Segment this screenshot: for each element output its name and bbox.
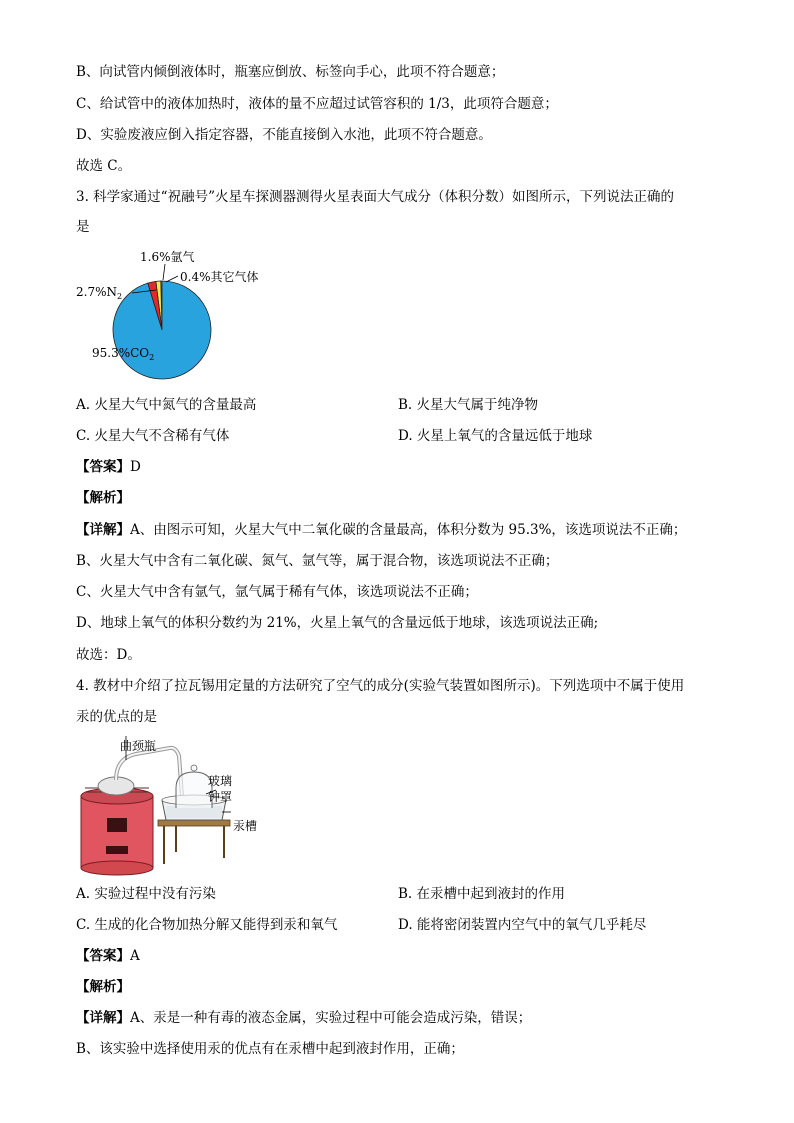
q4-answer-value: A [130, 948, 140, 964]
leader-other [166, 276, 178, 282]
q3-detail-tag: 【详解】 [76, 522, 130, 538]
q2-line-b: B、向试管内倾倒液体时，瓶塞应倒放、标签向手心，此项不符合题意； [76, 64, 505, 80]
q4-stem-line2: 汞的优点的是 [76, 709, 157, 725]
q4-analysis-tag: 【解析】 [76, 979, 130, 995]
q4-detail-line-a [76, 1008, 531, 1028]
q2-line-c: C、给试管中的液体加热时，液体的量不应超过试管容积的 1/3，此项符合题意； [76, 96, 558, 112]
label-other: 0.4%其它气体 [180, 270, 259, 284]
q4-answer [76, 946, 140, 966]
label-argon: 1.6%氩气 [140, 250, 195, 264]
q3-detail-line-d: D、地球上氧气的体积分数约为 21%，火星上氧气的含量远低于地球，该选项说法正确; [76, 615, 599, 631]
q4-option-c: C. 生成的化合物加热分解又能得到汞和氧气 [76, 917, 338, 933]
q4-detail-line-b: B、该实验中选择使用汞的优点有在汞槽中起到液封作用，正确； [76, 1041, 464, 1057]
q4-detail-text: A、汞是一种有毒的液态金属，实验过程中可能会造成污染，错误； [130, 1010, 532, 1026]
q3-detail-line-a [76, 520, 686, 540]
bench-top [158, 820, 230, 826]
q3-detail-text: A、由图示可知，火星大气中二氧化碳的含量最高，体积分数为 95.3%，该选项说法不正确； [130, 522, 687, 538]
glass-bell-jar [176, 772, 212, 808]
q4-detail-tag: 【详解】 [76, 1010, 130, 1026]
q4-stem-line1: 4. 教材中介绍了拉瓦锡用定量的方法研究了空气的成分(实验气装置如图所示)。下列选项中不属于使用 [76, 678, 685, 694]
leader-argon [163, 264, 165, 280]
q3-answer-value: D [130, 459, 141, 475]
q4-option-b: B. 在汞槽中起到液封的作用 [398, 886, 566, 902]
label-trough: 汞槽 [233, 819, 258, 833]
q4-option-a: A. 实验过程中没有污染 [76, 886, 216, 902]
lavoisier-apparatus-figure [76, 736, 276, 876]
q3-analysis-tag: 【解析】 [76, 490, 130, 506]
pie-slice-CO2 [113, 281, 211, 379]
q3-detail-line-c: C、火星大气中含有氩气，氩气属于稀有气体，该选项说法不正确； [76, 584, 478, 600]
q3-option-d: D. 火星上氧气的含量远低于地球 [398, 428, 593, 444]
label-bell-1: 玻璃 [208, 774, 233, 788]
q4-answer-tag: 【答案】 [76, 948, 130, 964]
q3-option-b: B. 火星大气属于纯净物 [398, 397, 539, 413]
mars-atmosphere-pie-chart [70, 242, 270, 382]
q4-option-d: D. 能将密闭装置内空气中的氧气几乎耗尽 [398, 917, 647, 933]
q3-answer [76, 457, 141, 477]
q3-option-c: C. 火星大气不含稀有气体 [76, 428, 230, 444]
q2-conclusion: 故选 C。 [76, 158, 132, 174]
q2-line-d: D、实验废液应倒入指定容器，不能直接倒入水池，此项不符合题意。 [76, 127, 492, 143]
q3-option-a: A. 火星大气中氮气的含量最高 [76, 397, 257, 413]
label-flask: 曲颈瓶 [120, 739, 157, 753]
label-bell-2: 钟罩 [208, 790, 233, 804]
label-n2: $2.7\%N_2$ [76, 285, 123, 301]
q3-answer-tag: 【答案】 [76, 459, 130, 475]
q3-detail-line-b: B、火星大气中含有二氧化碳、氮气、氩气等，属于混合物，该选项说法不正确； [76, 553, 559, 569]
q3-stem-line2: 是 [76, 219, 90, 235]
q3-stem-line1: 3. 科学家通过“祝融号”火星车探测器测得火星表面大气成分（体积分数）如图所示，下列说法正确的 [76, 189, 674, 205]
q3-conclusion: 故选：D。 [76, 647, 141, 663]
label-co2: $95.3\%CO_2$ [92, 346, 155, 362]
